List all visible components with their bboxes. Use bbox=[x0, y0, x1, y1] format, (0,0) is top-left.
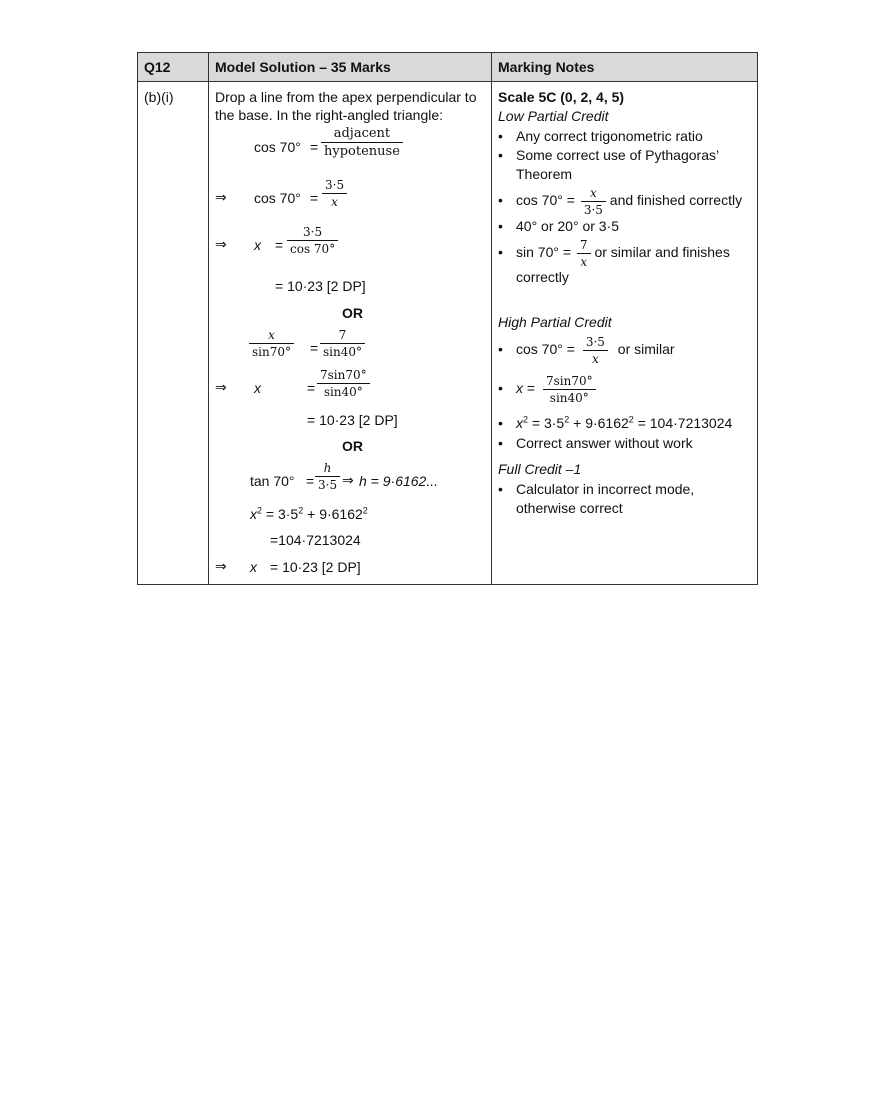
final-x: x bbox=[250, 559, 257, 575]
x-variable: x bbox=[254, 237, 261, 253]
pythagoras-line: $x^2 = 3\cdot 5^2 + 9\cdot 6162^2$ bbox=[250, 505, 368, 522]
model-solution-cell bbox=[209, 82, 492, 585]
final-result: = 10·23 [2 DP] bbox=[270, 559, 361, 575]
low-note-5: sin 70° = $\frac{7}{x}$ or similar and finishes bbox=[516, 237, 730, 269]
bullet-icon: • bbox=[498, 481, 503, 497]
adjacent-text: adjacent bbox=[333, 126, 391, 141]
intro-line-2: the base. In the right-angled triangle: bbox=[215, 107, 444, 123]
tan70-label: tan 70° bbox=[250, 473, 295, 489]
cos70-label: cos 70° bbox=[254, 139, 301, 155]
low-note-3: cos 70° = $\frac{x}{3\cdot 5}$ and finished correctly bbox=[516, 185, 743, 217]
high-note-2: x = $\frac{7\sin 70^\circ}{\sin 40^\circ}$ bbox=[516, 380, 596, 397]
low-note-2a: Some correct use of Pythagoras’ bbox=[516, 147, 720, 163]
bullet-icon: • bbox=[498, 244, 503, 260]
implies-icon: ⇒ bbox=[215, 190, 227, 206]
or-label-2: OR bbox=[342, 438, 363, 454]
fraction-h-35: $\frac{h}{3\cdot 5}$ bbox=[315, 462, 340, 491]
bullet-icon: • bbox=[498, 341, 503, 357]
full-note-1b: otherwise correct bbox=[516, 500, 623, 516]
implies-icon: ⇒ bbox=[215, 380, 227, 396]
full-note-1a: Calculator in incorrect mode, bbox=[516, 481, 695, 497]
equals-sign: = bbox=[310, 190, 319, 206]
bullet-icon: • bbox=[498, 128, 503, 144]
result-line-1: = 10·23 [2 DP] bbox=[275, 278, 366, 294]
x-squared-value: =104·7213024 bbox=[270, 532, 361, 548]
marking-notes-cell bbox=[492, 82, 758, 585]
bullet-icon: • bbox=[498, 147, 503, 163]
high-note-3: $x^2 = 3\cdot 5^2 + 9\cdot 6162^2 = 104\cdot 7213024$ bbox=[516, 414, 733, 431]
fraction-adj-hyp bbox=[321, 127, 403, 158]
result-line-2: = 10·23 [2 DP] bbox=[307, 412, 398, 428]
hypotenuse-text: hypotenuse bbox=[321, 142, 403, 158]
low-note-1: Any correct trigonometric ratio bbox=[516, 128, 703, 144]
marking-scheme-table bbox=[137, 52, 758, 585]
fraction-7-sin40: $\frac{7}{\sin 40^\circ}$ bbox=[320, 329, 365, 358]
body-row bbox=[138, 82, 758, 585]
implies-icon: ⇒ bbox=[215, 559, 227, 575]
header-marking-notes: Marking Notes bbox=[492, 53, 758, 82]
low-partial-credit-title: Low Partial Credit bbox=[498, 108, 609, 124]
implies-icon: ⇒ bbox=[342, 473, 354, 489]
bullet-icon: • bbox=[498, 218, 503, 234]
header-question: Q12 bbox=[138, 53, 209, 82]
bullet-icon: • bbox=[498, 415, 503, 431]
equals-sign: = bbox=[310, 139, 319, 155]
intro-line-1: Drop a line from the apex perpendicular to bbox=[215, 89, 477, 105]
bullet-icon: • bbox=[498, 435, 503, 451]
scale-label: Scale 5C (0, 2, 4, 5) bbox=[498, 89, 625, 105]
equals-sign: = bbox=[310, 340, 319, 356]
equals-sign: = bbox=[275, 237, 284, 253]
low-note-2b: Theorem bbox=[516, 166, 573, 182]
fraction-35-x: $\frac{3\cdot 5}{x}$ bbox=[322, 179, 347, 208]
or-label-1: OR bbox=[342, 305, 363, 321]
equals-sign: = bbox=[306, 473, 315, 489]
header-row bbox=[138, 53, 758, 82]
bullet-icon: • bbox=[498, 380, 503, 396]
fraction-35-cos70: $\frac{3\cdot 5}{\cos 70^\circ}$ bbox=[287, 226, 338, 255]
header-model-solution: Model Solution – 35 Marks bbox=[209, 53, 492, 82]
part-cell bbox=[138, 82, 209, 585]
low-note-5b: correctly bbox=[516, 269, 569, 285]
implies-icon: ⇒ bbox=[215, 237, 227, 253]
high-partial-credit-title: High Partial Credit bbox=[498, 314, 612, 330]
bullet-icon: • bbox=[498, 192, 503, 208]
fraction-7sin70-sin40: $\frac{7\sin 70^\circ}{\sin 40^\circ}$ bbox=[317, 369, 370, 398]
cos70-label-2: cos 70° bbox=[254, 190, 301, 206]
h-result: h = 9·6162... bbox=[359, 473, 439, 489]
fraction-x-sin70: $\frac{x}{\sin 70^\circ}$ bbox=[249, 329, 294, 358]
part-label: (b)(i) bbox=[144, 89, 174, 105]
high-note-1: cos 70° = $\frac{3\cdot 5}{x}$ or similar bbox=[516, 334, 675, 366]
high-note-4: Correct answer without work bbox=[516, 435, 693, 451]
x-variable: x bbox=[254, 380, 261, 396]
equals-sign: = bbox=[307, 380, 316, 396]
low-note-4: 40° or 20° or 3·5 bbox=[516, 218, 620, 234]
full-credit-title: Full Credit –1 bbox=[498, 461, 582, 477]
